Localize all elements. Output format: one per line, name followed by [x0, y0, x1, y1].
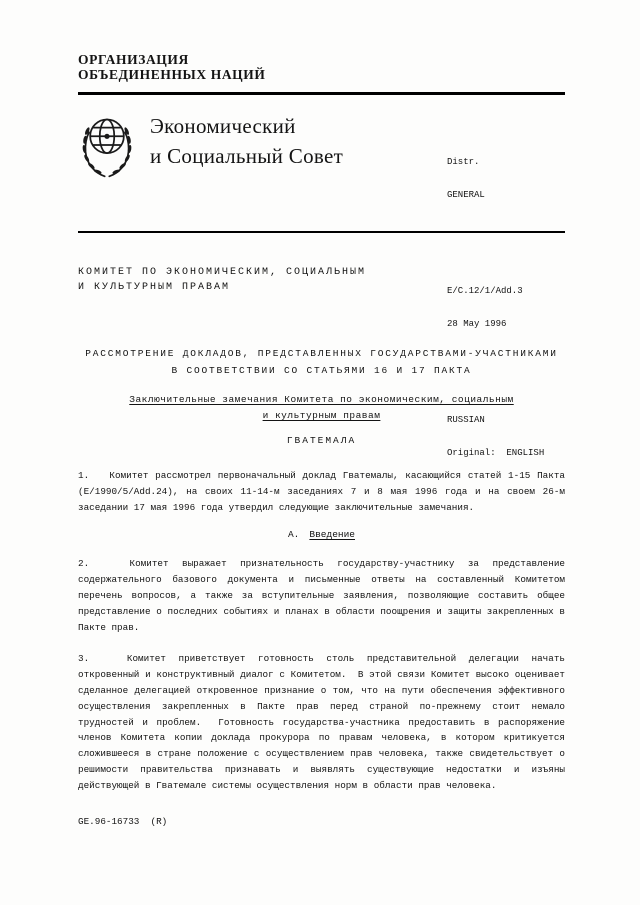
doc-date: 28 May 1996 — [447, 319, 507, 329]
document-header — [78, 52, 565, 82]
un-org-name-line2: ОБЪЕДИНЕННЫХ НАЦИЙ — [78, 67, 266, 82]
document-title-line1: РАССМОТРЕНИЕ ДОКЛАДОВ, ПРЕДСТАВЛЕННЫХ ГОСУДАРСТВАМИ-УЧАСТНИКАМИ — [85, 348, 558, 359]
section-a-title: Введение — [309, 529, 355, 541]
paragraph-2: 2. Комитет выражает признательность государству-участнику за представление содержательного базового документа и письменные ответы на составленный Комитетом перечень вопросов, а также за вступительные заявления, позволяющие составить общее представление о последних событиях и планах в области поощрения и защиты закрепленных в Пакте прав. — [78, 558, 565, 633]
distr-label: Distr. — [447, 157, 480, 167]
document-reference-number: GE.96-16733 (R) — [78, 815, 168, 827]
doc-language: RUSSIAN — [447, 415, 485, 425]
council-title-line2: и Социальный Совет — [150, 144, 344, 168]
doc-symbol: E/C.12/1/Add.3 — [447, 286, 523, 296]
section-a-heading — [78, 529, 565, 540]
paragraph-1: 1. Комитет рассмотрел первоначальный доклад Гватемалы, касающийся статей 1-15 Пакта (E/1990/5/Add.24), на своих 11-14-м заседаниях 7 и 8 мая 1996 года и на своем 26-м заседании 17 мая 1996 года утвердил следующие заключительные замечания. — [78, 470, 565, 513]
document-subtitle-line1: Заключительные замечания Комитета по экономическим, социальным — [129, 394, 514, 405]
country-heading: ГВАТЕМАЛА — [286, 435, 357, 446]
council-title — [150, 109, 343, 187]
distr-value: GENERAL — [447, 190, 485, 200]
header-thick-rule — [78, 92, 565, 95]
un-emblem-icon — [78, 109, 138, 187]
doc-original-language: Original: ENGLISH — [447, 448, 545, 458]
doc-symbol-group — [447, 264, 544, 352]
paragraph-3: 3. Комитет приветствует готовность столь представительной делегации начать откровенный и конструктивный диалог с Комитетом. В этой связи Комитет высоко оценивает сделанное делегацией откровенное признание о том, что на пути обеспечения эффективного осуществления закрепленных в Пакте прав перед страной по-прежнему стоит немало трудностей и проблем. Готовность государства-участника предоставить в распоряжение членов Комитета копии доклада прокурора по правам человека, в котором критикуется сложившееся в стране положение с осуществлением прав человека, также свидетельствует о решимости правительства признавать и выявлять существующие недостатки и изъяны действующей в Гватемале системы осуществления норм в области прав человека. — [78, 653, 565, 791]
distribution-block — [447, 113, 544, 522]
un-org-name-line1: ОРГАНИЗАЦИЯ — [78, 52, 189, 67]
committee-heading-line2: И КУЛЬТУРНЫМ ПРАВАМ — [78, 282, 231, 293]
distr-type — [447, 135, 544, 223]
council-title-line1: Экономический — [150, 114, 296, 138]
document-title-line2: В СООТВЕТСТВИИ СО СТАТЬЯМИ 16 И 17 ПАКТА — [171, 365, 472, 376]
document-subtitle-line2: и культурным правам — [262, 409, 381, 421]
un-org-name — [78, 52, 265, 82]
section-a-label: A. — [287, 529, 300, 541]
language-group — [447, 393, 544, 481]
committee-heading-line1: КОМИТЕТ ПО ЭКОНОМИЧЕСКИМ, СОЦИАЛЬНЫМ — [78, 267, 367, 278]
